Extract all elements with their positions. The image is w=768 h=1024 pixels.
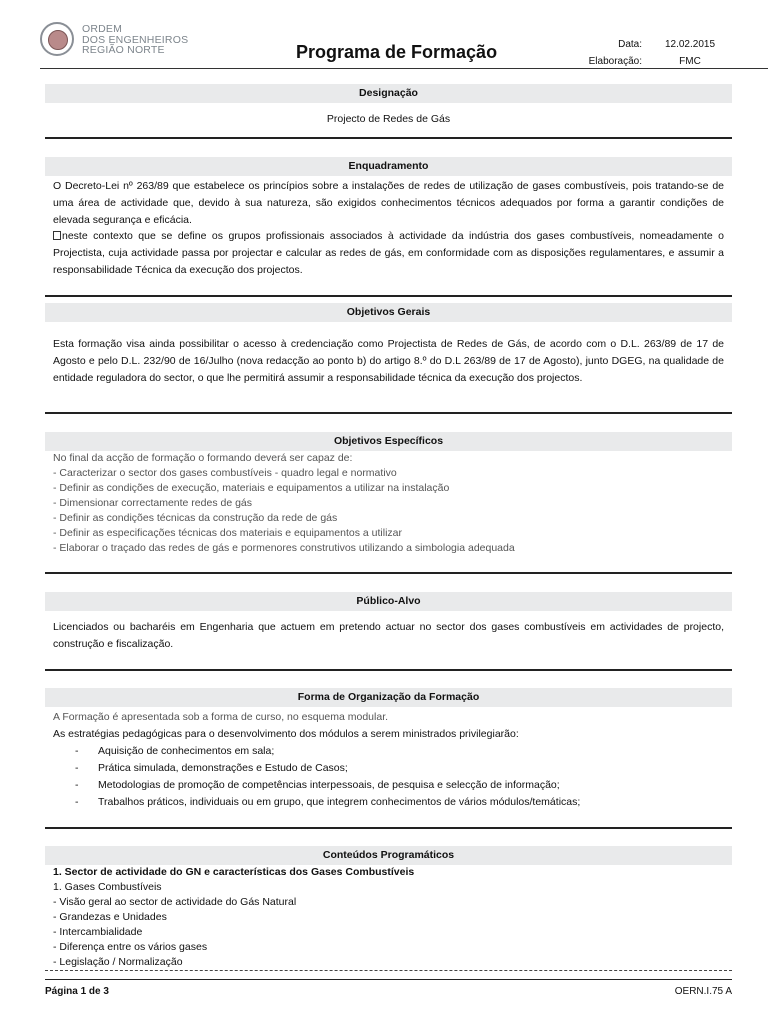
org-line: DOS ENGENHEIROS [82,33,189,46]
list-item: - Intercambialidade [53,926,143,938]
estrategias-list [75,743,725,811]
course-name: Projecto de Redes de Gás [326,113,451,125]
list-item: - Prática simulada, demonstrações e Estudo de Casos; [75,762,348,774]
section-divider [45,827,732,829]
section-title-objetivos-especificos: Objetivos Específicos [45,432,732,451]
list-item: No final da acção de formação o formando deverá ser capaz de: [53,452,353,464]
section-title-conteudos: Conteúdos Programáticos [45,846,732,865]
list-item: - Dimensionar correctamente redes de gás [53,497,253,509]
section-divider [45,137,732,139]
list-item: - Trabalhos práticos, individuais ou em grupo, que integrem conhecimentos de vários módulos/temáticas; [75,796,581,808]
list-item: - Grandezas e Unidades [53,911,167,923]
organization-name [82,24,188,56]
publico-alvo-text: Licenciados ou bacharéis em Engenharia que actuem em pretendo actuar no sector dos gases combustíveis em actividades de projecto, construção e fiscalização. [53,621,724,650]
section-divider [45,295,732,297]
list-item: - Definir as especificações técnicas dos materiais e equipamentos a utilizar [53,527,402,539]
section-title-enquadramento: Enquadramento [45,157,732,176]
conteudos-heading: 1. Sector de actividade do GN e características dos Gases Combustíveis [53,866,415,878]
enquadramento-paragraph-1: O Decreto-Lei nº 263/89 que estabelece os princípios sobre a instalações de redes de utilização de gases combustíveis, pois tratando-se de uma área de actividade que, devido à sua natureza, são exigidos conhecimentos técnicos adequados por forma a garantir condições de elevada segurança e eficácia. [53,180,724,226]
missing-glyph-icon [53,231,61,240]
document-code: OERN.I.75 A [674,986,732,997]
list-item-text: Trabalhos práticos, individuais ou em grupo, que integrem conhecimentos de vários módulos/temáticas; [98,796,581,808]
list-item-text: Aquisição de conhecimentos em sala; [98,745,275,757]
conteudos-list [53,880,724,970]
section-divider [45,669,732,671]
list-item: - Diferença entre os vários gases [53,941,208,953]
section-title-objetivos-gerais: Objetivos Gerais [45,303,732,322]
ordem-engenheiros-logo [40,22,74,56]
footer-divider [45,979,732,980]
section-divider [45,572,732,574]
forma-organizacao-line-2: As estratégias pedagógicas para o desenvolvimento dos módulos a serem ministrados privilegiarão: [53,728,519,740]
page-number: Página 1 de 3 [45,986,109,997]
elaboration-value: FMC [679,56,701,67]
list-item: 1. Gases Combustíveis [53,881,162,893]
page-break-divider [45,970,732,971]
list-item: - Elaborar o traçado das redes de gás e pormenores construtivos utilizando a simbologia adequada [53,542,515,554]
forma-organizacao-line-1: A Formação é apresentada sob a forma de curso, no esquema modular. [53,711,389,723]
list-item: - Aquisição de conhecimentos em sala; [75,745,275,757]
list-item: - Metodologias de promoção de competências interpessoais, de pesquisa e selecção de informação; [75,779,560,791]
list-item: - Caracterizar o sector dos gases combustíveis - quadro legal e normativo [53,467,397,479]
section-title-designacao: Designação [45,84,732,103]
list-item-text: Metodologias de promoção de competências interpessoais, de pesquisa e selecção de informação; [98,779,560,791]
section-title-publico-alvo: Público-Alvo [45,592,732,611]
document-title: Programa de Formação [296,42,498,62]
date-value: 12.02.2015 [664,39,716,50]
objetivos-gerais-text: Esta formação visa ainda possibilitar o acesso à credenciação como Projectista de Redes de Gás, de acordo com o D.L. 263/89 de 17 de Agosto e pelo D.L. 232/90 de 16/Julho (nova redacção ao ponto b) do artigo 8.º do D.L 263/89 de 17 de Agosto), junto DGEG, na qualidade de entidade reguladora do sector, o que lhe permitirá assumir a responsabilidade técnica da execução dos projectos. [53,338,724,384]
section-title-forma-organizacao: Forma de Organização da Formação [45,688,732,707]
list-item: - Legislação / Normalização [53,956,183,968]
elaboration-label: Elaboração: [588,56,642,67]
org-line: REGIÃO NORTE [82,44,165,56]
header-divider [40,68,768,69]
org-line: ORDEM [82,23,123,35]
list-item-text: Prática simulada, demonstrações e Estudo de Casos; [98,762,348,774]
list-item: - Visão geral ao sector de actividade do Gás Natural [53,896,297,908]
enquadramento-paragraph-2 [53,228,724,279]
list-item: - Definir as condições de execução, materiais e equipamentos a utilizar na instalação [53,482,450,494]
list-item: - Definir as condições técnicas da construção da rede de gás [53,512,338,524]
section-divider [45,412,732,414]
enquadramento-paragraph-2-text: neste contexto que se define os grupos profissionais associados à actividade da indústria dos gases combustíveis, nomeadamente o Projectista, cuja actividade passa por projectar e calcular as redes de gás, em conformidade com as disposições regulamentares, e assumir a responsabilidade Técnica da execução dos projectos. [53,230,724,276]
objetivos-especificos-list [53,451,724,556]
document-header [0,0,768,70]
date-label: Data: [618,39,642,50]
